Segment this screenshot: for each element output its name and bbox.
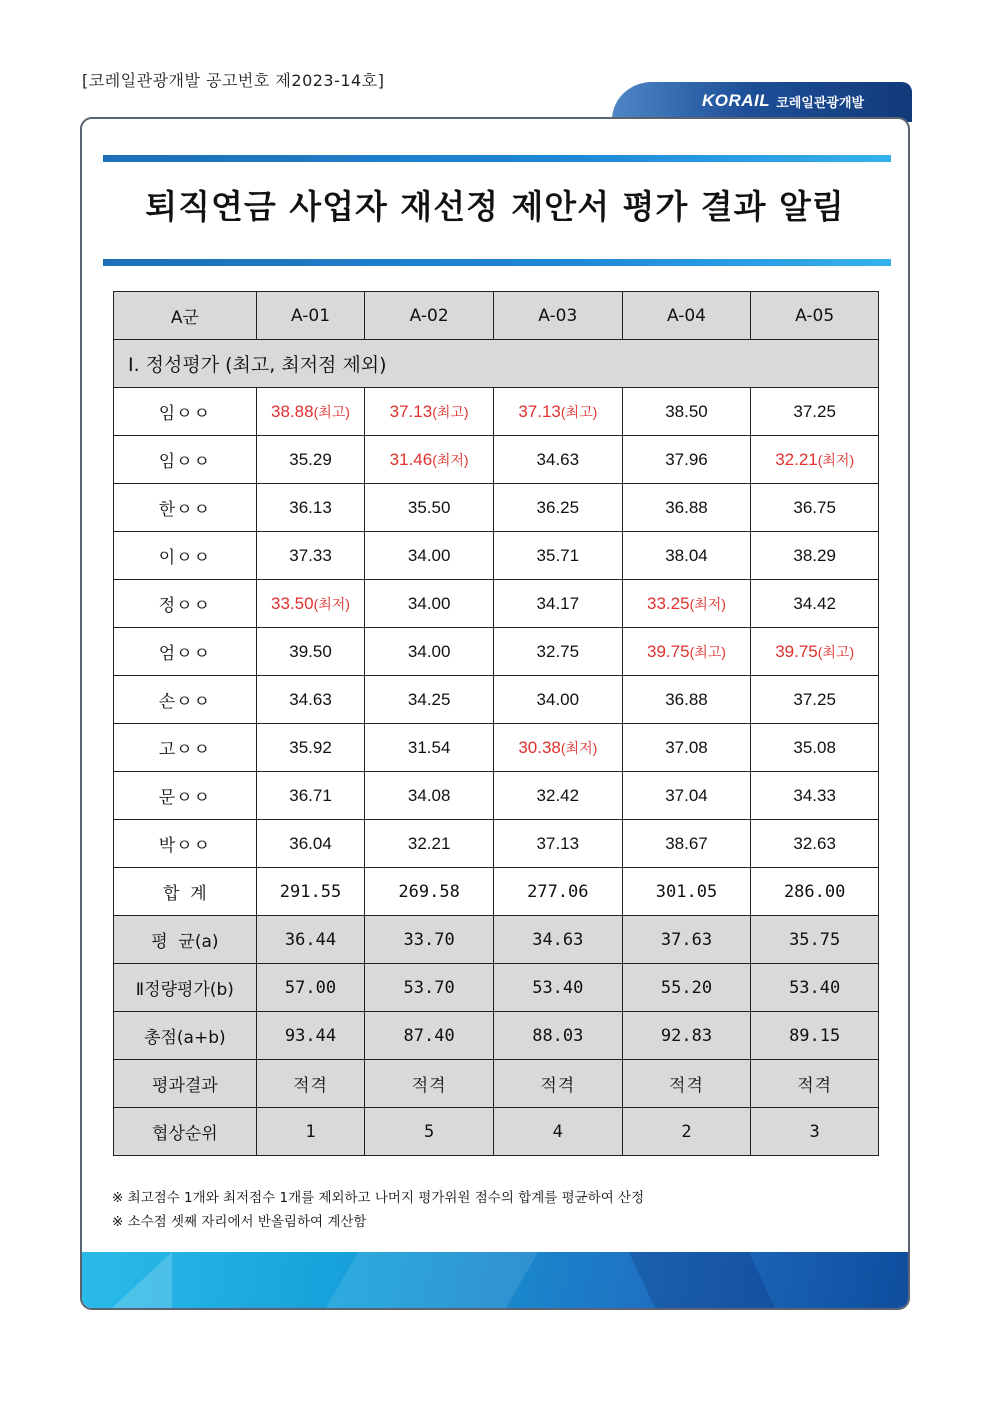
score-mark: (최저) bbox=[689, 595, 726, 612]
code-header: A-01 bbox=[256, 292, 365, 340]
score-value: 37.25 bbox=[793, 401, 836, 421]
score-cell bbox=[256, 772, 365, 820]
evaluator-name: 정ㅇㅇ bbox=[114, 580, 257, 628]
summary-label: 합 계 bbox=[114, 868, 257, 916]
score-cell bbox=[622, 724, 751, 772]
score-cell bbox=[493, 436, 622, 484]
summary-value: 적격 bbox=[751, 1060, 879, 1108]
page-title: 퇴직연금 사업자 재선정 제안서 평가 결과 알림 bbox=[145, 187, 845, 226]
score-mark: (최저) bbox=[432, 451, 469, 468]
score-cell bbox=[622, 772, 751, 820]
score-cell bbox=[622, 484, 751, 532]
score-cell bbox=[365, 580, 494, 628]
score-mark: (최고) bbox=[432, 403, 469, 420]
score-value: 36.75 bbox=[793, 497, 836, 517]
summary-label: 평과결과 bbox=[114, 1060, 257, 1108]
summary-value: 301.05 bbox=[622, 868, 751, 916]
score-value: 37.25 bbox=[793, 689, 836, 709]
score-cell bbox=[622, 676, 751, 724]
summary-value: 57.00 bbox=[256, 964, 365, 1012]
score-value: 35.08 bbox=[793, 737, 836, 757]
score-cell bbox=[493, 484, 622, 532]
summary-label: Ⅱ정량평가(b) bbox=[114, 964, 257, 1012]
score-cell bbox=[365, 724, 494, 772]
score-cell bbox=[751, 724, 879, 772]
score-value: 35.92 bbox=[289, 737, 332, 757]
score-value: 37.96 bbox=[665, 449, 708, 469]
score-mark: (최저) bbox=[560, 739, 598, 756]
score-cell bbox=[365, 436, 494, 484]
score-value: 38.88 bbox=[271, 401, 314, 421]
score-cell bbox=[493, 580, 622, 628]
score-value: 32.75 bbox=[536, 641, 580, 661]
score-value: 34.63 bbox=[536, 449, 580, 469]
summary-value: 53.40 bbox=[493, 964, 622, 1012]
score-value: 34.25 bbox=[407, 689, 451, 709]
summary-value: 적격 bbox=[622, 1060, 751, 1108]
evaluation-table bbox=[113, 291, 879, 1156]
summary-value: 5 bbox=[365, 1108, 494, 1156]
score-cell bbox=[751, 436, 879, 484]
score-value: 34.00 bbox=[407, 545, 451, 565]
summary-value: 적격 bbox=[493, 1060, 622, 1108]
summary-value: 34.63 bbox=[493, 916, 622, 964]
score-value: 37.04 bbox=[665, 785, 708, 805]
score-value: 32.21 bbox=[407, 833, 451, 853]
score-value: 37.13 bbox=[518, 401, 561, 421]
evaluator-name: 문ㅇㅇ bbox=[114, 772, 257, 820]
footer-decoration bbox=[82, 1252, 908, 1308]
score-value: 33.25 bbox=[647, 593, 690, 613]
summary-label: 평 균(a) bbox=[114, 916, 257, 964]
score-cell bbox=[256, 484, 365, 532]
score-value: 36.25 bbox=[536, 497, 580, 517]
score-value: 37.13 bbox=[389, 401, 433, 421]
score-value: 37.08 bbox=[665, 737, 708, 757]
score-cell bbox=[751, 676, 879, 724]
summary-value: 1 bbox=[256, 1108, 365, 1156]
score-value: 38.29 bbox=[793, 545, 836, 565]
code-header: A-04 bbox=[622, 292, 751, 340]
score-value: 38.50 bbox=[665, 401, 708, 421]
summary-row bbox=[114, 964, 879, 1012]
score-value: 36.13 bbox=[289, 497, 332, 517]
title-bar-top bbox=[103, 155, 891, 162]
summary-value: 88.03 bbox=[493, 1012, 622, 1060]
evaluator-row bbox=[114, 484, 879, 532]
summary-value: 277.06 bbox=[493, 868, 622, 916]
summary-row bbox=[114, 1060, 879, 1108]
score-cell bbox=[365, 388, 494, 436]
score-cell bbox=[365, 820, 494, 868]
score-cell bbox=[751, 820, 879, 868]
summary-row bbox=[114, 868, 879, 916]
evaluator-row bbox=[114, 772, 879, 820]
score-mark: (최고) bbox=[689, 643, 726, 660]
score-value: 34.08 bbox=[407, 785, 451, 805]
evaluator-name: 임ㅇㅇ bbox=[114, 388, 257, 436]
summary-value: 적격 bbox=[365, 1060, 494, 1108]
score-value: 31.54 bbox=[407, 737, 451, 757]
summary-value: 2 bbox=[622, 1108, 751, 1156]
summary-value: 93.44 bbox=[256, 1012, 365, 1060]
score-value: 35.71 bbox=[536, 545, 580, 565]
score-value: 39.75 bbox=[647, 641, 690, 661]
score-value: 33.50 bbox=[271, 593, 314, 613]
code-header: A-02 bbox=[365, 292, 494, 340]
score-cell bbox=[256, 820, 365, 868]
logo-brand: KORAIL bbox=[702, 91, 771, 110]
score-cell bbox=[256, 532, 365, 580]
score-cell bbox=[493, 772, 622, 820]
score-value: 36.88 bbox=[665, 497, 708, 517]
score-value: 34.33 bbox=[793, 785, 836, 805]
title-bar-bottom bbox=[103, 259, 891, 266]
summary-value: 87.40 bbox=[365, 1012, 494, 1060]
score-cell bbox=[493, 820, 622, 868]
evaluator-name: 박ㅇㅇ bbox=[114, 820, 257, 868]
score-value: 36.04 bbox=[289, 833, 332, 853]
score-cell bbox=[365, 628, 494, 676]
score-value: 34.42 bbox=[793, 593, 836, 613]
summary-row bbox=[114, 916, 879, 964]
score-cell bbox=[622, 436, 751, 484]
score-cell bbox=[256, 436, 365, 484]
score-mark: (최고) bbox=[313, 403, 350, 420]
evaluator-name: 이ㅇㅇ bbox=[114, 532, 257, 580]
score-cell bbox=[622, 532, 751, 580]
evaluator-row bbox=[114, 628, 879, 676]
score-value: 38.67 bbox=[665, 833, 708, 853]
summary-value: 53.40 bbox=[751, 964, 879, 1012]
score-value: 32.42 bbox=[536, 785, 580, 805]
evaluator-row bbox=[114, 676, 879, 724]
score-cell bbox=[365, 484, 494, 532]
score-mark: (최저) bbox=[313, 595, 350, 612]
summary-row bbox=[114, 1012, 879, 1060]
score-cell bbox=[493, 388, 622, 436]
evaluator-name: 고ㅇㅇ bbox=[114, 724, 257, 772]
score-cell bbox=[622, 628, 751, 676]
summary-value: 92.83 bbox=[622, 1012, 751, 1060]
evaluator-row bbox=[114, 388, 879, 436]
score-cell bbox=[751, 388, 879, 436]
score-mark: (최고) bbox=[817, 643, 855, 660]
summary-value: 53.70 bbox=[365, 964, 494, 1012]
score-value: 39.50 bbox=[289, 641, 332, 661]
score-value: 35.29 bbox=[289, 449, 332, 469]
score-cell bbox=[622, 580, 751, 628]
summary-value: 37.63 bbox=[622, 916, 751, 964]
score-cell bbox=[256, 628, 365, 676]
score-value: 32.21 bbox=[775, 449, 818, 469]
evaluator-name: 임ㅇㅇ bbox=[114, 436, 257, 484]
summary-value: 89.15 bbox=[751, 1012, 879, 1060]
summary-value: 286.00 bbox=[751, 868, 879, 916]
score-cell bbox=[751, 484, 879, 532]
evaluator-row bbox=[114, 436, 879, 484]
summary-value: 3 bbox=[751, 1108, 879, 1156]
score-cell bbox=[256, 388, 365, 436]
score-cell bbox=[365, 532, 494, 580]
group-label: A군 bbox=[114, 292, 257, 340]
score-value: 32.63 bbox=[793, 833, 836, 853]
notes bbox=[112, 1186, 644, 1234]
score-value: 31.46 bbox=[389, 449, 433, 469]
score-cell bbox=[256, 676, 365, 724]
score-mark: (최저) bbox=[817, 451, 855, 468]
score-cell bbox=[493, 724, 622, 772]
summary-value: 4 bbox=[493, 1108, 622, 1156]
evaluator-row bbox=[114, 820, 879, 868]
score-value: 37.13 bbox=[536, 833, 580, 853]
score-cell bbox=[256, 580, 365, 628]
evaluator-row bbox=[114, 724, 879, 772]
code-header: A-05 bbox=[751, 292, 879, 340]
note-line: ※ 소수점 셋째 자리에서 반올림하여 계산함 bbox=[112, 1214, 367, 1230]
code-header: A-03 bbox=[493, 292, 622, 340]
score-value: 37.33 bbox=[289, 545, 332, 565]
korail-logo bbox=[702, 90, 864, 112]
score-cell bbox=[365, 676, 494, 724]
note-line: ※ 최고점수 1개와 최저점수 1개를 제외하고 나머지 평가위원 점수의 합계를 평균하여 산정 bbox=[112, 1190, 645, 1206]
summary-row bbox=[114, 1108, 879, 1156]
summary-value: 적격 bbox=[256, 1060, 365, 1108]
evaluator-row bbox=[114, 580, 879, 628]
score-value: 39.75 bbox=[775, 641, 818, 661]
header-row bbox=[114, 292, 879, 340]
section-label: Ⅰ. 정성평가 (최고, 최저점 제외) bbox=[114, 340, 879, 388]
score-cell bbox=[493, 532, 622, 580]
score-cell bbox=[622, 388, 751, 436]
score-value: 36.71 bbox=[289, 785, 332, 805]
summary-value: 35.75 bbox=[751, 916, 879, 964]
logo-sub: 코레일관광개발 bbox=[776, 95, 865, 111]
score-cell bbox=[493, 676, 622, 724]
score-cell bbox=[751, 772, 879, 820]
evaluator-name: 엄ㅇㅇ bbox=[114, 628, 257, 676]
summary-value: 36.44 bbox=[256, 916, 365, 964]
evaluator-row bbox=[114, 532, 879, 580]
score-value: 34.17 bbox=[536, 593, 580, 613]
evaluator-name: 손ㅇㅇ bbox=[114, 676, 257, 724]
score-cell bbox=[256, 724, 365, 772]
summary-value: 33.70 bbox=[365, 916, 494, 964]
score-cell bbox=[365, 772, 494, 820]
score-value: 38.04 bbox=[665, 545, 708, 565]
summary-label: 총점(a+b) bbox=[114, 1012, 257, 1060]
summary-value: 55.20 bbox=[622, 964, 751, 1012]
score-value: 34.63 bbox=[289, 689, 332, 709]
score-value: 34.00 bbox=[536, 689, 580, 709]
score-cell bbox=[622, 820, 751, 868]
evaluator-name: 한ㅇㅇ bbox=[114, 484, 257, 532]
summary-label: 협상순위 bbox=[114, 1108, 257, 1156]
score-value: 34.00 bbox=[407, 593, 451, 613]
score-mark: (최고) bbox=[560, 403, 598, 420]
summary-value: 291.55 bbox=[256, 868, 365, 916]
score-value: 30.38 bbox=[518, 737, 561, 757]
score-value: 34.00 bbox=[407, 641, 451, 661]
score-cell bbox=[751, 532, 879, 580]
score-cell bbox=[751, 580, 879, 628]
score-value: 35.50 bbox=[407, 497, 451, 517]
summary-value: 269.58 bbox=[365, 868, 494, 916]
score-cell bbox=[493, 628, 622, 676]
score-cell bbox=[751, 628, 879, 676]
score-value: 36.88 bbox=[665, 689, 708, 709]
section-row bbox=[114, 340, 879, 388]
notice-number: [코레일관광개발 공고번호 제2023-14호] bbox=[82, 71, 385, 90]
